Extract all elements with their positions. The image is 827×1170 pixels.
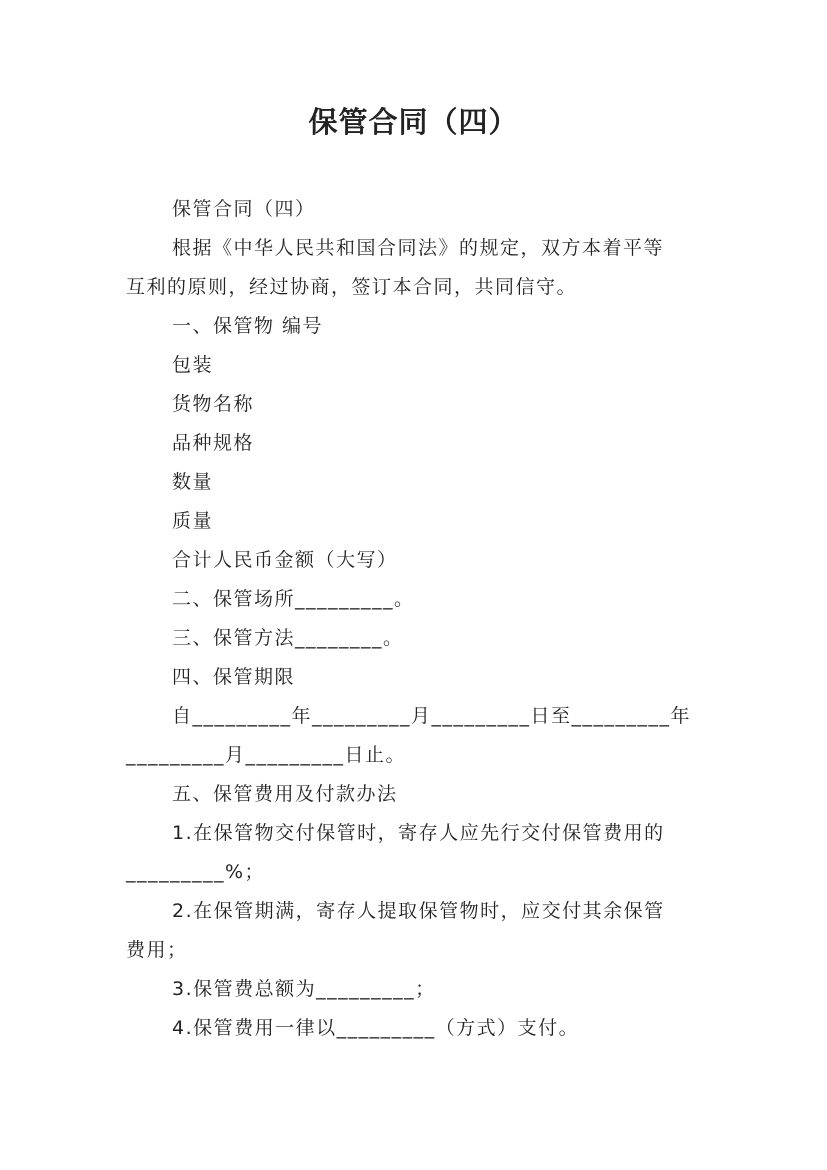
body-line: 2.在保管期满，寄存人提取保管物时，应交付其余保管 — [172, 900, 665, 922]
body-line: 五、保管费用及付款办法 — [172, 783, 398, 805]
body-line: 二、保管场所_________。 — [172, 588, 415, 610]
body-line: 四、保管期限 — [172, 666, 296, 688]
body-line: 货物名称 — [172, 393, 255, 415]
document-title: 保管合同（四） — [308, 105, 519, 139]
body-line: 数量 — [172, 471, 214, 493]
body-line: _________月_________日止。 — [126, 744, 407, 766]
body-line: 互利的原则，经过协商，签订本合同，共同信守。 — [126, 276, 578, 298]
body-line: 保管合同（四） — [172, 198, 316, 220]
body-line: 4.保管费用一律以_________（方式）支付。 — [172, 1017, 580, 1039]
body-line: 费用； — [126, 939, 188, 961]
document-body — [126, 190, 704, 1048]
body-line: 品种规格 — [172, 432, 255, 454]
body-line: _________%； — [126, 861, 266, 883]
body-line: 包装 — [172, 354, 214, 376]
body-line: 质量 — [172, 510, 214, 532]
body-line: 一、保管物 编号 — [172, 315, 324, 337]
body-line: 1.在保管物交付保管时，寄存人应先行交付保管费用的 — [172, 822, 665, 844]
body-line: 根据《中华人民共和国合同法》的规定，双方本着平等 — [172, 237, 665, 259]
body-line: 三、保管方法________。 — [172, 627, 404, 649]
body-line: 自_________年_________月_________日至_________年 — [172, 705, 692, 727]
body-line: 合计人民币金额（大写） — [172, 549, 398, 571]
body-line: 3.保管费总额为_________； — [172, 978, 436, 1000]
